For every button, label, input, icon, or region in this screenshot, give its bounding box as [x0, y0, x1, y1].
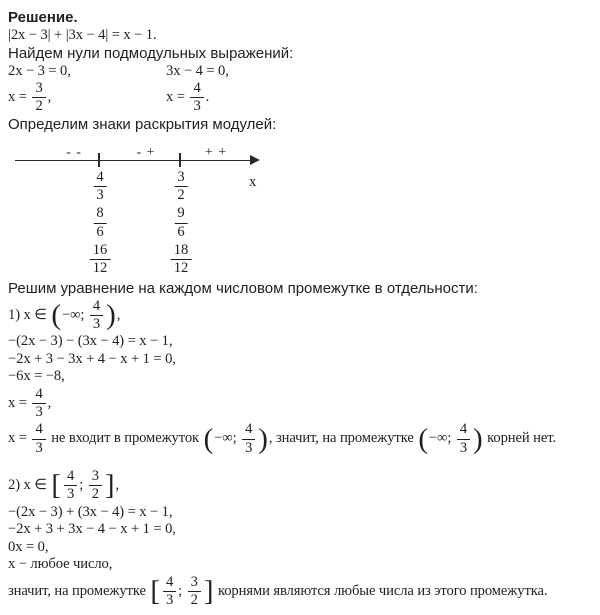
tick-mark-3-2 — [179, 153, 181, 167]
solution-heading: Решение. — [8, 9, 78, 26]
case2-step2: −2x + 3 + 3x − 4 − x + 1 = 0, — [8, 521, 176, 538]
tick-mark-4-3 — [98, 153, 100, 167]
case1-root: x = $\frac{4}{3}$ , — [8, 385, 52, 421]
zero-root-right: x = $\frac{4}{3}$ . — [166, 80, 210, 115]
fraction-stack-4-3: $\frac{4}{3}$ $\frac{8}{6}$ $\frac{16}{12}$ — [88, 169, 113, 278]
number-line-axis — [15, 160, 258, 162]
zero-equation-right: 3x − 4 = 0, — [166, 62, 229, 79]
main-equation: |2x − 3| + |3x − 4| = x − 1. — [8, 27, 157, 43]
number-line-diagram — [8, 143, 592, 277]
case1-conclusion: x = $\frac{4}{3}$ не входит в промежуток (−∞; $\frac{4}{3}$ ), значит, на промежутке (−∞; $\frac{4}{3}$ ) корней нет. — [8, 421, 556, 456]
fraction-stack-3-2: $\frac{3}{2}$ $\frac{9}{6}$ $\frac{18}{12}$ — [169, 169, 194, 278]
case2-step4: x − любое число, — [8, 556, 113, 573]
zero-roots-row — [8, 80, 592, 116]
zero-equations-row — [8, 63, 592, 81]
case2-step3: 0x = 0, — [8, 538, 49, 555]
case1-interval: 1) x ∈ (−∞; $\frac{4}{3}$ ), — [8, 297, 121, 332]
axis-label-x: x — [249, 173, 257, 190]
case2-step1: −(2x − 3) + (3x − 4) = x − 1, — [8, 503, 173, 520]
case1-step3: −6x = −8, — [8, 368, 65, 385]
sign-label-minus-minus: - - — [66, 144, 82, 160]
axis-arrow-icon — [250, 155, 260, 165]
case2-conclusion: значит, на промежутке [ $\frac{4}{3}$ ; $\frac{3}{2}$ ] корнями являются любые числа из этого промежутка. — [8, 573, 548, 608]
sign-label-plus-plus: + + — [204, 144, 228, 160]
find-zeros-text: Найдем нули подмодульных выражений: — [8, 44, 294, 62]
zero-root-left: x = $\frac{3}{2}$ , — [8, 80, 52, 115]
zero-equation-left: 2x − 3 = 0, — [8, 62, 71, 79]
solve-heading: Решим уравнение на каждом числовом промежутке в отдельности: — [8, 279, 478, 297]
case1-step2: −2x + 3 − 3x + 4 − x + 1 = 0, — [8, 350, 176, 367]
case1-step1: −(2x − 3) − (3x − 4) = x − 1, — [8, 333, 173, 350]
sign-label-minus-plus: - + — [136, 144, 156, 160]
signs-heading: Определим знаки раскрытия модулей: — [8, 115, 277, 133]
case2-interval: 2) x ∈ [ $\frac{4}{3}$ ; $\frac{3}{2}$ ], — [8, 468, 120, 503]
